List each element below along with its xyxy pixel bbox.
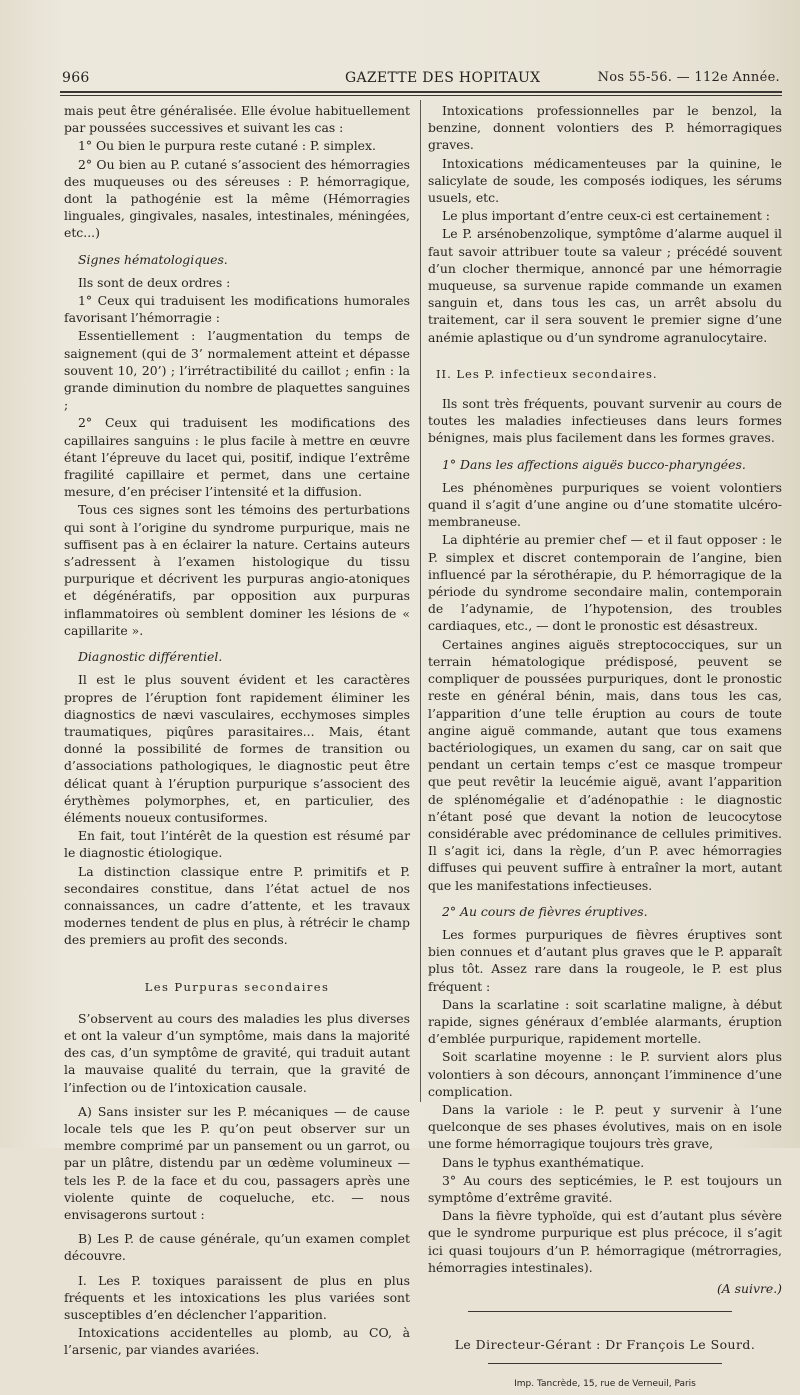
- issue-label: Nos 55-56. — 112e Année.: [597, 70, 780, 85]
- paragraph: Le plus important d’entre ceux-ci est certainement :: [442, 208, 770, 224]
- paragraph: Il est le plus souvent évident et les caractères propres de l’éruption font rapidement éliminer les diagnostics de nævi vasculaires, ecchymoses simples traumatiques, piqûres parasitaires... Mais, étant donné la possibilité de formes de transition ou d’associations pathologiques, le diagnostic peut être délicat quant à l’éruption purpurique s’associent des érythèmes polymorphes, et, en particulier, des éléments noueux contusiformes.: [64, 672, 410, 825]
- subheading-diagnostic: Diagnostic différentiel.: [78, 649, 223, 665]
- paragraph: 1° Ceux qui traduisent les modifications humorales favorisant l’hémorragie :: [64, 293, 410, 326]
- paragraph: 2° Ou bien au P. cutané s’associent des hémorragies des muqueuses ou des séreuses : P. hémorragique, dont la pathogénie est la même (Hémorragies linguales, gingivales, nasales, intestinales, méningées, etc...): [64, 156, 410, 241]
- paragraph: S’observent au cours des maladies les plus diverses et ont la valeur d’un symptôme, mais dans la majorité des cas, d’un symptôme de gravité, qui traduit autant la mauvaise qualité du terrain, que la gravité de l’infection ou de l’intoxication causale.: [64, 1010, 410, 1095]
- paragraph: Soit scarlatine moyenne : le P. survient alors plus volontiers à son décours, annonçant l’imminence d’une complication.: [428, 1049, 782, 1099]
- to-be-continued: (A suivre.): [716, 1281, 782, 1296]
- printer-line: Imp. Tancrède, 15, rue de Verneuil, Paris: [514, 1379, 696, 1390]
- paragraph: 2° Ceux qui traduisent les modifications des capillaires sanguins : le plus facile à mettre en œuvre étant l’épreuve du lacet qui, positif, indique l’extrême fragilité capillaire et permet, dans une certaine mesure, d’en préciser l’intensité et la diffusion.: [64, 415, 410, 500]
- paragraph: En fait, tout l’intérêt de la question est résumé par le diagnostic étiologique.: [64, 828, 410, 861]
- page-number: 966: [62, 70, 90, 86]
- paragraph: Les phénomènes purpuriques se voient volontiers quand il s’agit d’une angine ou d’une stomatite ulcéro-membraneuse.: [428, 479, 782, 530]
- paragraph: Les formes purpuriques de fièvres éruptives sont bien connues et d’autant plus graves que le P. apparaît plus tôt. Assez rare dans la rougeole, le P. est plus fréquent :: [428, 926, 782, 994]
- paragraph: 1° Ou bien le purpura reste cutané : P. simplex.: [78, 138, 376, 154]
- end-rule: [468, 1311, 732, 1312]
- paragraph: La distinction classique entre P. primitifs et P. secondaires constitue, dans l’état actuel de nos connaissances, un cadre d’attente, et les travaux modernes tendent de plus en plus, à rétrécir le champ des premiers au profit des seconds.: [64, 863, 410, 948]
- paragraph: Dans la variole : le P. peut y survenir à l’une quelconque de ses phases évolutives, mais on en isole une forme hémorragique toujours très grave,: [428, 1101, 782, 1152]
- header-rule: [60, 91, 782, 93]
- editor-line: Le Directeur-Gérant : Dr François Le Sourd.: [454, 1337, 756, 1353]
- paragraph: Tous ces signes sont les témoins des perturbations qui sont à l’origine du syndrome purpurique, mais ne suffisent pas à en éclairer la nature. Certains auteurs s’adressent à l’examen histologique du tissu purpurique et décrivent les purpuras angio-atoniques et dégénératifs, par opposition aux purpuras inflammatoires où semblent dominer les lésions de « capillarite ».: [64, 502, 410, 638]
- paragraph: Essentiellement : l’augmentation du temps de saignement (qui de 3’ normalement atteint et dépasse souvent 10, 20’) ; l’irrétractibilité du caillot ; enfin : la grande diminution du nombre de plaquettes sanguines ;: [64, 328, 410, 413]
- paragraph: Ils sont très fréquents, pouvant survenir au cours de toutes les maladies infectieuses dans leurs formes bénignes, mais plus facilement dans les formes graves.: [428, 396, 782, 446]
- paragraph: I. Les P. toxiques paraissent de plus en plus fréquents et les intoxications les plus variées sont susceptibles d’en déclencher l’apparition.: [64, 1272, 410, 1322]
- left-column: [64, 102, 410, 1360]
- paragraph: B) Les P. de cause générale, qu’un examen complet découvre.: [64, 1231, 410, 1264]
- paragraph: Dans la scarlatine : soit scarlatine maligne, à début rapide, signes généraux d’emblée alarmants, éruption d’emblée purpurique, rapidement mortelle.: [428, 996, 782, 1047]
- paragraph: Dans le typhus exanthématique.: [442, 1154, 645, 1170]
- paragraph: Intoxications professionnelles par le benzol, la benzine, donnent volontiers des P. hémorragiques graves.: [428, 103, 782, 153]
- paragraph: La diphtérie au premier chef — et il faut opposer : le P. simplex et discret contemporain de l’angine, bien influencé par la sérothérapie, du P. hémorragique de la période du syndrome secondaire malin, contemporain de l’adynamie, de l’hypotension, des troubles cardiaques, etc., — dont le pronostic est désastreux.: [428, 532, 782, 634]
- paragraph: Ils sont de deux ordres :: [78, 274, 231, 290]
- subheading-eruptives: 2° Au cours de fièvres éruptives.: [442, 903, 648, 919]
- column-separator: [420, 100, 421, 1102]
- end-rule-thin: [488, 1363, 722, 1364]
- paragraph: A) Sans insister sur les P. mécaniques — de cause locale tels que les P. qu’on peut observer sur un membre comprimé par un pansement ou un garrot, ou par un plâtre, distendu par un œdème volumineux — tels les P. de la face et du cou, passagers après une violente quinte de coqueluche, etc. — nous envisagerons surtout :: [64, 1103, 410, 1222]
- paragraph: Intoxications médicamenteuses par la quinine, le salicylate de soude, les composés iodiques, les sérums usuels, etc.: [428, 155, 782, 206]
- section-title: II. Les P. infectieux secondaires.: [436, 366, 658, 381]
- subheading-signes: Signes hématologiques.: [78, 251, 228, 267]
- paragraph: Le P. arsénobenzolique, symptôme d’alarme auquel il faut savoir attribuer toute sa valeur ; précédé souvent d’un clocher thermique, annoncé par une hémorragie muqueuse, sa survenue rapide commande un examen sanguin et, dans tous les cas, un arrêt absolu du traitement, car il sera souvent le premier signe d’une anémie aplastique ou d’un syndrome agranulocytaire.: [428, 226, 782, 345]
- right-column: [428, 102, 782, 1395]
- running-header: [62, 70, 780, 92]
- subheading-bucco: 1° Dans les affections aiguës bucco-pharyngées.: [442, 456, 746, 472]
- paragraph: Intoxications accidentelles au plomb, au CO, à l’arsenic, par viandes avariées.: [64, 1325, 410, 1358]
- header-rule-thin: [60, 95, 782, 96]
- paragraph: Certaines angines aiguës streptococciques, sur un terrain hématologique prédisposé, peuvent se compliquer de poussées purpuriques, dont le pronostic reste en général bénin, mais, dans tous les cas, l’apparition d’une telle éruption au cours de toute angine aiguë commande, autant que tous examens bactériologiques, un examen du sang, car on sait que pendant un certain temps c’est ce masque trompeur que peut revêtir la leucémie aiguë, avant l’apparition de splénomégalie et d’adénopathie : le diagnostic n’étant posé que devant la notion de leucocytose considérable avec prédominance de cellules primitives. Il s’agit ici, dans la règle, d’un P. avec hémorragies diffuses qui peuvent suffire à entraîner la mort, autant que les manifestations infectieuses.: [428, 636, 782, 893]
- paragraph: mais peut être généralisée. Elle évolue habituellement par poussées successives et suivant les cas :: [64, 103, 410, 136]
- section-title: Les Purpuras secondaires: [144, 979, 330, 994]
- journal-title: GAZETTE DES HOPITAUX: [345, 70, 541, 86]
- paragraph: Dans la fièvre typhoïde, qui est d’autant plus sévère que le syndrome purpurique est plus précoce, il s’agit ici quasi toujours d’un P. hémorragique (métrorragies, hémorragies intestinales).: [428, 1208, 782, 1275]
- paragraph: 3° Au cours des septicémies, le P. est toujours un symptôme d’extrême gravité.: [428, 1172, 782, 1205]
